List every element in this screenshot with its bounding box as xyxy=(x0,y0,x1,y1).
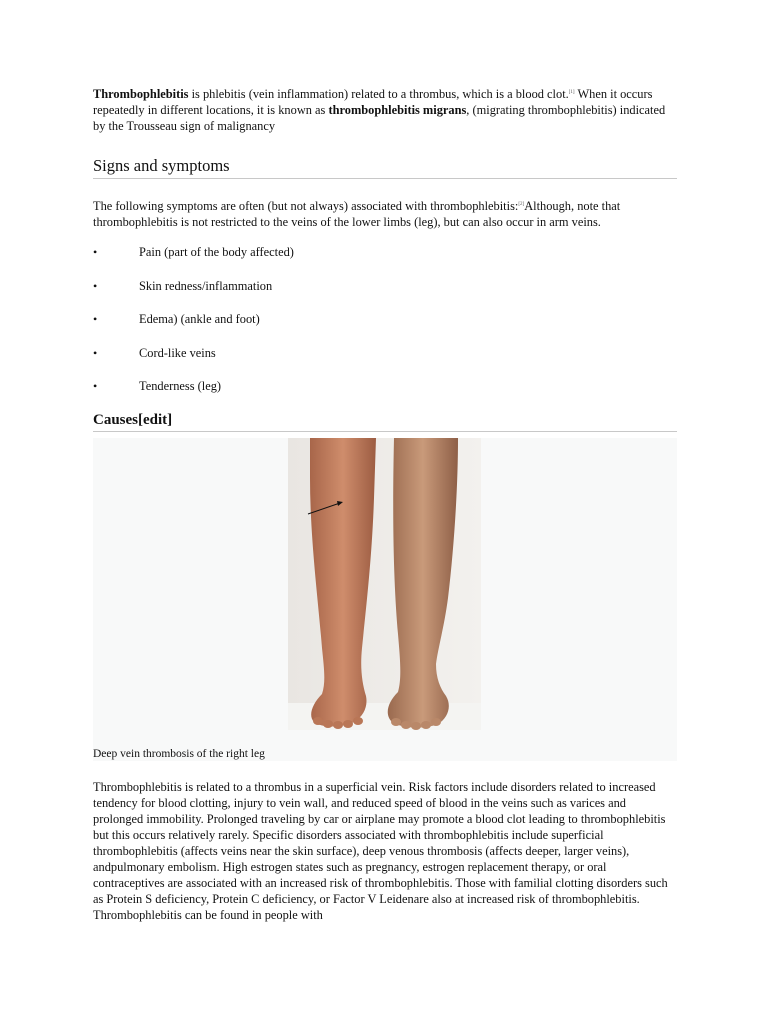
intro-text-2: When it occurs repeatedly in different locations, it is known as xyxy=(93,87,653,117)
list-item xyxy=(93,278,677,294)
intro-text-3: , (migrating thrombophlebitis) indicated by the Trousseau sign of malignancy xyxy=(93,103,666,133)
list-item xyxy=(93,378,677,394)
bullet: • xyxy=(93,312,98,326)
signs-text-1: The following symptoms are often (but not always) associated with thrombophlebitis: xyxy=(93,199,519,213)
symptom-list xyxy=(93,244,677,394)
document-page xyxy=(93,86,677,923)
bullet: • xyxy=(93,345,98,360)
bullet: • xyxy=(93,278,98,293)
signs-heading: Signs and symptoms xyxy=(93,156,677,179)
causes-heading: Causes[edit] xyxy=(93,412,677,432)
list-item-text: Edema) (ankle and foot) xyxy=(139,312,260,326)
figure xyxy=(93,438,677,761)
bullet: • xyxy=(93,379,98,393)
intro-term: Thrombophlebitis xyxy=(93,87,189,101)
list-item-text: Pain (part of the body affected) xyxy=(139,245,294,259)
legs-photo xyxy=(288,438,481,730)
causes-paragraph: Thrombophlebitis is related to a thrombus in a superficial vein. Risk factors include disorders related to increased tendency for blood clotting, injury to vein wall, and reduced speed of blood in the veins such as varices and prolonged immobility. Prolonged traveling by car or airplane may promote a blood clot leading to thrombophlebitis but this occurs relatively rarely. Specific disorders associated with thrombophlebitis include superficial thrombophlebitis (affects veins near the skin surface), deep venous thrombosis (affects deeper, larger veins), andpulmonary embolism. High estrogen states such as pregnancy, estrogen replacement therapy, or oral contraceptives are associated with an increased risk of thrombophlebitis. Those with familial clotting disorders such as Protein S deficiency, Protein C deficiency, or Factor V Leidenare also at increased risk of thrombophlebitis. Thrombophlebitis can be found in people with xyxy=(93,779,668,922)
intro-term-2: thrombophlebitis migrans xyxy=(328,103,467,117)
bullet: • xyxy=(93,245,98,259)
signs-paragraph xyxy=(93,198,677,230)
list-item xyxy=(93,311,677,327)
intro-text-1: is phlebitis (vein inflammation) related to a thrombus, which is a blood clot. xyxy=(188,87,569,101)
list-item xyxy=(93,345,677,361)
signs-text-2: Although, note that thrombophlebitis is not restricted to the veins of the lower limbs (leg), but can also occur in arm veins. xyxy=(93,199,621,229)
intro-paragraph xyxy=(93,86,677,134)
list-item xyxy=(93,244,677,260)
list-item-text: Tenderness (leg) xyxy=(139,379,222,393)
list-item-text: Skin redness/inflammation xyxy=(139,278,273,293)
figure-caption: Deep vein thrombosis of the right leg xyxy=(93,747,265,760)
list-item-text: Cord-like veins xyxy=(139,345,216,360)
ref-2[interactable]: [2] xyxy=(518,201,525,207)
ref-1[interactable]: [1] xyxy=(568,89,575,95)
